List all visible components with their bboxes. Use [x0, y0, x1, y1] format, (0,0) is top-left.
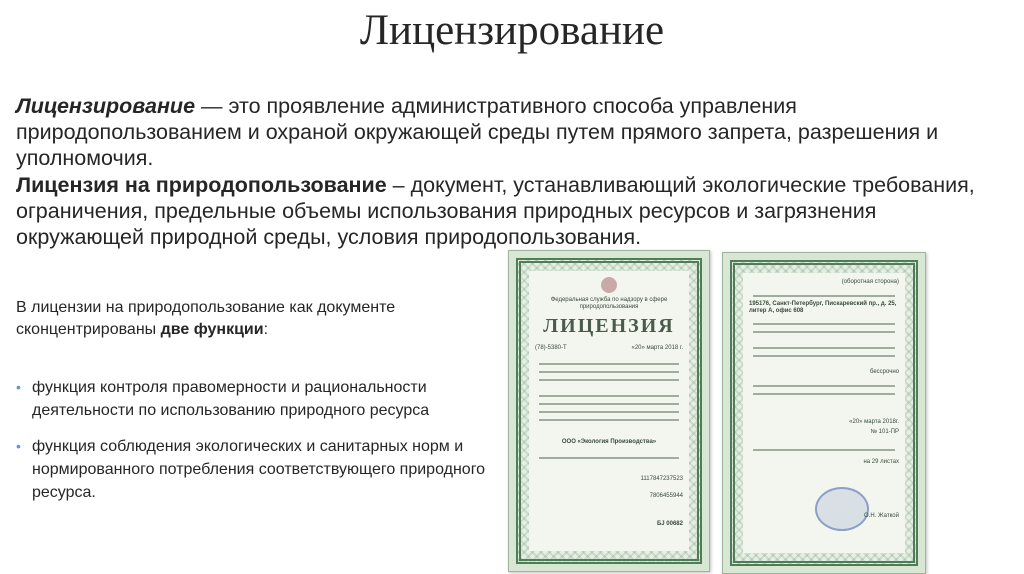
text-line	[539, 395, 679, 397]
license-agency: Федеральная служба по надзору в сфере природопользования	[550, 297, 668, 310]
list-item-text: функция соблюдения экологических и санитарных норм и нормированного потребления соответствующего природного ресурса.	[32, 438, 486, 501]
coat-of-arms-icon	[601, 277, 617, 293]
license-frame	[516, 258, 702, 564]
slide-title: Лицензирование	[359, 7, 665, 54]
reverse-order-number: № 101-ПР	[870, 429, 899, 435]
text-line	[753, 385, 895, 387]
text-line	[753, 295, 895, 297]
text-line	[753, 449, 895, 451]
license-number: (78)-5380-Т	[535, 345, 567, 351]
term-licensing: Лицензирование	[16, 94, 196, 118]
stamp-seal	[815, 487, 869, 531]
text-line	[539, 419, 679, 421]
list-item	[16, 435, 496, 504]
definition-licensing	[16, 93, 1006, 171]
license-inner	[529, 271, 689, 551]
reverse-pages: на 29 листах	[863, 459, 899, 465]
reverse-address: 195176, Санкт-Петербург, Пискаревский пр., д. 25, литер А, офис 608	[749, 301, 897, 314]
text-line	[539, 371, 679, 373]
text-line	[753, 323, 895, 325]
reverse-corner-note: (оборотная сторона)	[841, 279, 899, 285]
functions-list	[16, 376, 496, 517]
text-line	[539, 363, 679, 365]
reverse-term: бессрочно	[869, 369, 899, 375]
text-line	[539, 379, 679, 381]
text-line	[753, 355, 895, 357]
reverse-order-date: «20» марта 2018г.	[849, 419, 899, 425]
functions-intro-text: В лицензии на природопользование как документе сконцентрированы	[16, 299, 396, 338]
term-license: Лицензия на природопользование	[16, 173, 387, 197]
definition-license-text: – документ, устанавливающий экологические требования, ограничения, предельные объемы использования природных ресурсов и загрязнения окружающей природной среды, условия природопользования.	[16, 173, 975, 249]
functions-intro-bold: две функции	[160, 321, 264, 338]
license-reverse-image	[722, 252, 926, 574]
definition-license	[16, 172, 1006, 250]
license-company: ООО «Экология Производства»	[561, 439, 657, 445]
license-inn: 7806455944	[649, 493, 683, 499]
license-document-image	[508, 250, 710, 572]
functions-intro-end: :	[263, 321, 269, 338]
reverse-signer: О.Н. Жаткой	[864, 513, 899, 519]
text-line	[753, 393, 895, 395]
bullet-icon: •	[16, 379, 21, 395]
text-line	[539, 411, 679, 413]
license-date: «20» марта 2018 г.	[631, 345, 683, 351]
license-heading: ЛИЦЕНЗИЯ	[543, 315, 675, 337]
reverse-frame	[730, 260, 918, 566]
list-item-text: функция контроля правомерности и рациональности деятельности по использованию природного ресурса	[32, 379, 430, 419]
text-line	[753, 347, 895, 349]
license-serial: БJ 00682	[656, 521, 683, 527]
text-line	[753, 331, 895, 333]
functions-intro	[16, 297, 486, 341]
list-item	[16, 376, 496, 422]
reverse-inner	[743, 273, 905, 553]
text-line	[539, 457, 679, 459]
license-ogrn: 1117847237523	[640, 476, 683, 482]
bullet-icon: •	[16, 438, 21, 454]
text-line	[539, 403, 679, 405]
definition-licensing-text: — это проявление административного способа управления природопользованием и охраной окружающей среды путем прямого запрета, разрешения и уполномочия.	[16, 94, 939, 170]
